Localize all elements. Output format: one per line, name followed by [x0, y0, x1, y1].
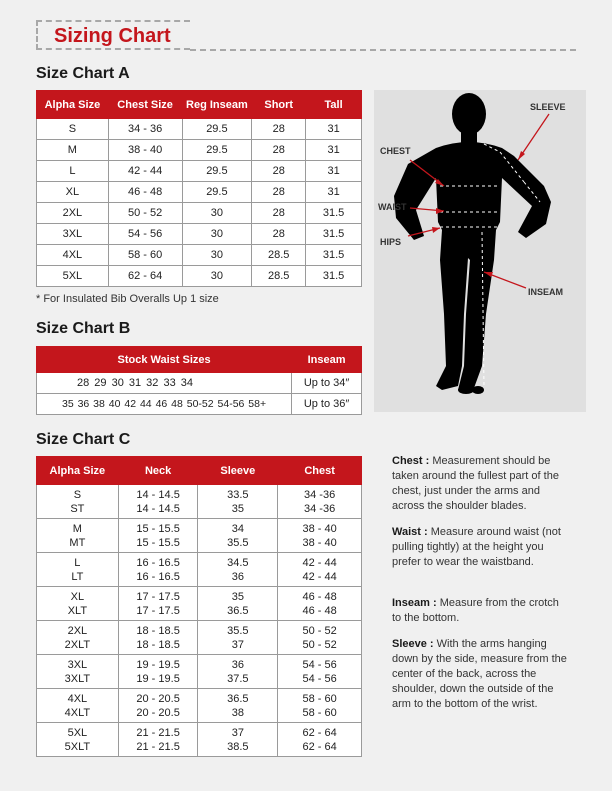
chart-a-header: Reg Inseam — [182, 91, 252, 119]
body-silhouette-icon — [374, 90, 586, 412]
chest-text: Measurement should be taken around the fullest part of the chest, just under the arms and across the shoulder blades. — [392, 455, 559, 512]
cell-line: 15 - 15.5 — [136, 522, 180, 535]
table-cell — [118, 519, 198, 553]
table-cell: 46 - 48 — [108, 182, 182, 203]
cell-line: 35 — [231, 590, 244, 603]
table-cell — [37, 655, 119, 689]
cell-line: 15 - 15.5 — [136, 536, 180, 549]
chart-a-header: Tall — [306, 91, 362, 119]
table-cell: 31.5 — [306, 224, 362, 245]
cell-line: 36.5 — [227, 604, 249, 617]
table-cell: XL — [37, 182, 109, 203]
table-cell: 30 — [182, 245, 252, 266]
chart-b-header: Inseam — [292, 347, 362, 373]
chest-term: Chest : — [392, 455, 430, 467]
waist-description — [392, 525, 570, 570]
table-row — [37, 689, 362, 723]
table-cell: 29.5 — [182, 140, 252, 161]
hips-label: HIPS — [380, 237, 402, 247]
table-row — [37, 119, 362, 140]
cell-line: 21 - 21.5 — [136, 740, 180, 753]
table-row — [37, 203, 362, 224]
cell-line: 5XL — [67, 726, 88, 739]
table-cell — [278, 485, 362, 519]
chart-b-waist-sizes: 35 36 38 40 42 44 46 48 50-52 54-56 58+ — [37, 394, 292, 415]
table-cell: 28 — [252, 119, 306, 140]
chart-c-header: Chest — [278, 457, 362, 485]
cell-line: 62 - 64 — [302, 726, 337, 739]
cell-line: 5XLT — [64, 740, 91, 753]
table-cell: 5XL — [37, 266, 109, 287]
table-cell — [198, 655, 278, 689]
table-cell: 31.5 — [306, 245, 362, 266]
table-cell — [278, 519, 362, 553]
waist-label: WAIST — [378, 202, 407, 212]
cell-line: 17 - 17.5 — [136, 590, 180, 603]
inseam-description — [392, 596, 570, 626]
table-cell: 29.5 — [182, 182, 252, 203]
cell-line: 18 - 18.5 — [136, 638, 180, 651]
table-cell — [37, 587, 119, 621]
cell-line: 17 - 17.5 — [136, 604, 180, 617]
cell-line: 54 - 56 — [302, 672, 337, 685]
table-row — [37, 245, 362, 266]
table-cell: 28.5 — [252, 245, 306, 266]
table-cell: 30 — [182, 224, 252, 245]
table-cell — [198, 723, 278, 757]
cell-line: 2XL — [67, 624, 88, 637]
cell-line: 36 — [231, 658, 244, 671]
cell-line: 35 — [231, 502, 244, 515]
table-cell — [198, 621, 278, 655]
cell-line: 42 - 44 — [302, 556, 337, 569]
table-cell: 29.5 — [182, 161, 252, 182]
chart-a-note: * For Insulated Bib Overalls Up 1 size — [36, 293, 219, 305]
table-cell: 28 — [252, 203, 306, 224]
table-cell: 54 - 56 — [108, 224, 182, 245]
chart-a-title: Size Chart A — [36, 65, 130, 82]
sleeve-text: With the arms hanging down by the side, measure from the center of the back, across the shoulder, down the outside of the arm to the bottom of the wrist. — [392, 638, 567, 710]
table-cell — [198, 519, 278, 553]
table-row — [37, 485, 362, 519]
table-cell: 50 - 52 — [108, 203, 182, 224]
cell-line: 33.5 — [227, 488, 249, 501]
cell-line: 16 - 16.5 — [136, 556, 180, 569]
chart-b-waist-sizes: 28 29 30 31 32 33 34 — [37, 373, 292, 394]
table-cell: 34 - 36 — [108, 119, 182, 140]
table-cell: 31 — [306, 161, 362, 182]
table-cell — [198, 587, 278, 621]
cell-line: 20 - 20.5 — [136, 706, 180, 719]
cell-line: 3XL — [67, 658, 88, 671]
table-cell — [118, 655, 198, 689]
table-cell: 58 - 60 — [108, 245, 182, 266]
size-chart-b-table — [36, 346, 362, 415]
chart-c-header: Alpha Size — [37, 457, 119, 485]
chart-c-title: Size Chart C — [36, 431, 131, 448]
waist-text: Measure around waist (not pulling tightly) at the height you prefer to wear the waistband. — [392, 526, 561, 568]
table-cell — [278, 621, 362, 655]
cell-line: 42 - 44 — [302, 570, 337, 583]
table-cell — [37, 689, 119, 723]
table-cell — [37, 553, 119, 587]
table-cell — [118, 587, 198, 621]
table-cell — [198, 553, 278, 587]
table-cell — [198, 485, 278, 519]
sleeve-label: SLEEVE — [530, 102, 566, 112]
table-cell — [37, 621, 119, 655]
table-row — [37, 161, 362, 182]
table-cell — [118, 621, 198, 655]
cell-line: 14 - 14.5 — [136, 488, 180, 501]
table-cell: M — [37, 140, 109, 161]
table-cell: 31 — [306, 140, 362, 161]
inseam-term: Inseam : — [392, 597, 437, 609]
cell-line: XL — [70, 590, 85, 603]
cell-line: 4XLT — [64, 706, 91, 719]
cell-line: 38 — [231, 706, 244, 719]
table-cell — [118, 485, 198, 519]
table-row — [37, 224, 362, 245]
cell-line: 34.5 — [227, 556, 249, 569]
cell-line: 3XLT — [64, 672, 91, 685]
cell-line: 38.5 — [227, 740, 249, 753]
table-cell: 31 — [306, 182, 362, 203]
table-row — [37, 587, 362, 621]
cell-line: 50 - 52 — [302, 638, 337, 651]
body-measurement-figure — [374, 90, 586, 412]
cell-line: 19 - 19.5 — [136, 658, 180, 671]
cell-line: 36 — [231, 570, 244, 583]
cell-line: 21 - 21.5 — [136, 726, 180, 739]
table-cell: 28 — [252, 224, 306, 245]
chart-b-header: Stock Waist Sizes — [37, 347, 292, 373]
chart-a-header: Alpha Size — [37, 91, 109, 119]
cell-line: 19 - 19.5 — [136, 672, 180, 685]
cell-line: 35.5 — [227, 536, 249, 549]
table-cell: 29.5 — [182, 119, 252, 140]
cell-line: 20 - 20.5 — [136, 692, 180, 705]
cell-line: 34 -36 — [304, 488, 336, 501]
table-cell: 2XL — [37, 203, 109, 224]
sleeve-term: Sleeve : — [392, 638, 434, 650]
table-row — [37, 553, 362, 587]
table-row — [37, 519, 362, 553]
table-row — [37, 140, 362, 161]
page-title: Sizing Chart — [54, 25, 171, 47]
chart-c-header: Neck — [118, 457, 198, 485]
table-cell — [37, 519, 119, 553]
waist-term: Waist : — [392, 526, 428, 538]
cell-line: 58 - 60 — [302, 706, 337, 719]
cell-line: S — [73, 488, 82, 501]
page-title-box — [36, 20, 190, 50]
title-divider — [190, 49, 576, 51]
sleeve-description — [392, 637, 570, 712]
table-cell — [278, 553, 362, 587]
table-cell: 4XL — [37, 245, 109, 266]
table-cell: 28.5 — [252, 266, 306, 287]
table-cell — [278, 689, 362, 723]
table-cell: 31.5 — [306, 203, 362, 224]
table-row — [37, 621, 362, 655]
cell-line: 18 - 18.5 — [136, 624, 180, 637]
cell-line: XLT — [67, 604, 88, 617]
table-cell — [118, 689, 198, 723]
cell-line: L — [74, 556, 81, 569]
cell-line: 34 -36 — [304, 502, 336, 515]
cell-line: ST — [70, 502, 85, 515]
table-cell: 62 - 64 — [108, 266, 182, 287]
chart-b-inseam: Up to 34″ — [292, 373, 362, 394]
cell-line: 46 - 48 — [302, 604, 337, 617]
chart-a-header: Short — [252, 91, 306, 119]
cell-line: 46 - 48 — [302, 590, 337, 603]
cell-line: 38 - 40 — [302, 522, 337, 535]
table-row — [37, 723, 362, 757]
chart-c-header: Sleeve — [198, 457, 278, 485]
table-cell: 31.5 — [306, 266, 362, 287]
table-row — [37, 655, 362, 689]
cell-line: 37 — [231, 638, 244, 651]
table-cell — [278, 587, 362, 621]
table-row — [37, 182, 362, 203]
table-cell — [37, 485, 119, 519]
table-cell: 28 — [252, 161, 306, 182]
cell-line: 54 - 56 — [302, 658, 337, 671]
table-cell: 42 - 44 — [108, 161, 182, 182]
cell-line: 50 - 52 — [302, 624, 337, 637]
table-cell — [118, 553, 198, 587]
cell-line: 37 — [231, 726, 244, 739]
table-cell: 3XL — [37, 224, 109, 245]
chart-b-title: Size Chart B — [36, 320, 131, 337]
table-cell: 28 — [252, 182, 306, 203]
table-cell: 38 - 40 — [108, 140, 182, 161]
table-cell — [118, 723, 198, 757]
size-chart-a-table — [36, 90, 362, 287]
table-cell: S — [37, 119, 109, 140]
table-cell — [37, 723, 119, 757]
table-row — [37, 266, 362, 287]
cell-line: 16 - 16.5 — [136, 570, 180, 583]
table-cell: 31 — [306, 119, 362, 140]
cell-line: 37.5 — [227, 672, 249, 685]
cell-line: 58 - 60 — [302, 692, 337, 705]
chest-label: CHEST — [380, 146, 411, 156]
inseam-text: Measure from the crotch to the bottom. — [392, 597, 559, 624]
cell-line: 36.5 — [227, 692, 249, 705]
table-cell: 28 — [252, 140, 306, 161]
cell-line: M — [72, 522, 82, 535]
cell-line: 34 — [231, 522, 244, 535]
chart-b-inseam: Up to 36″ — [292, 394, 362, 415]
table-cell: L — [37, 161, 109, 182]
chart-a-header: Chest Size — [108, 91, 182, 119]
cell-line: 4XL — [67, 692, 88, 705]
cell-line: 38 - 40 — [302, 536, 337, 549]
table-cell: 30 — [182, 266, 252, 287]
table-cell: 30 — [182, 203, 252, 224]
size-chart-c-table — [36, 456, 362, 757]
table-cell — [198, 689, 278, 723]
cell-line: 2XLT — [64, 638, 91, 651]
inseam-label: INSEAM — [528, 287, 564, 297]
cell-line: LT — [71, 570, 84, 583]
cell-line: 62 - 64 — [302, 740, 337, 753]
cell-line: MT — [69, 536, 86, 549]
table-cell — [278, 655, 362, 689]
table-cell — [278, 723, 362, 757]
chest-description — [392, 454, 570, 514]
cell-line: 14 - 14.5 — [136, 502, 180, 515]
cell-line: 35.5 — [227, 624, 249, 637]
